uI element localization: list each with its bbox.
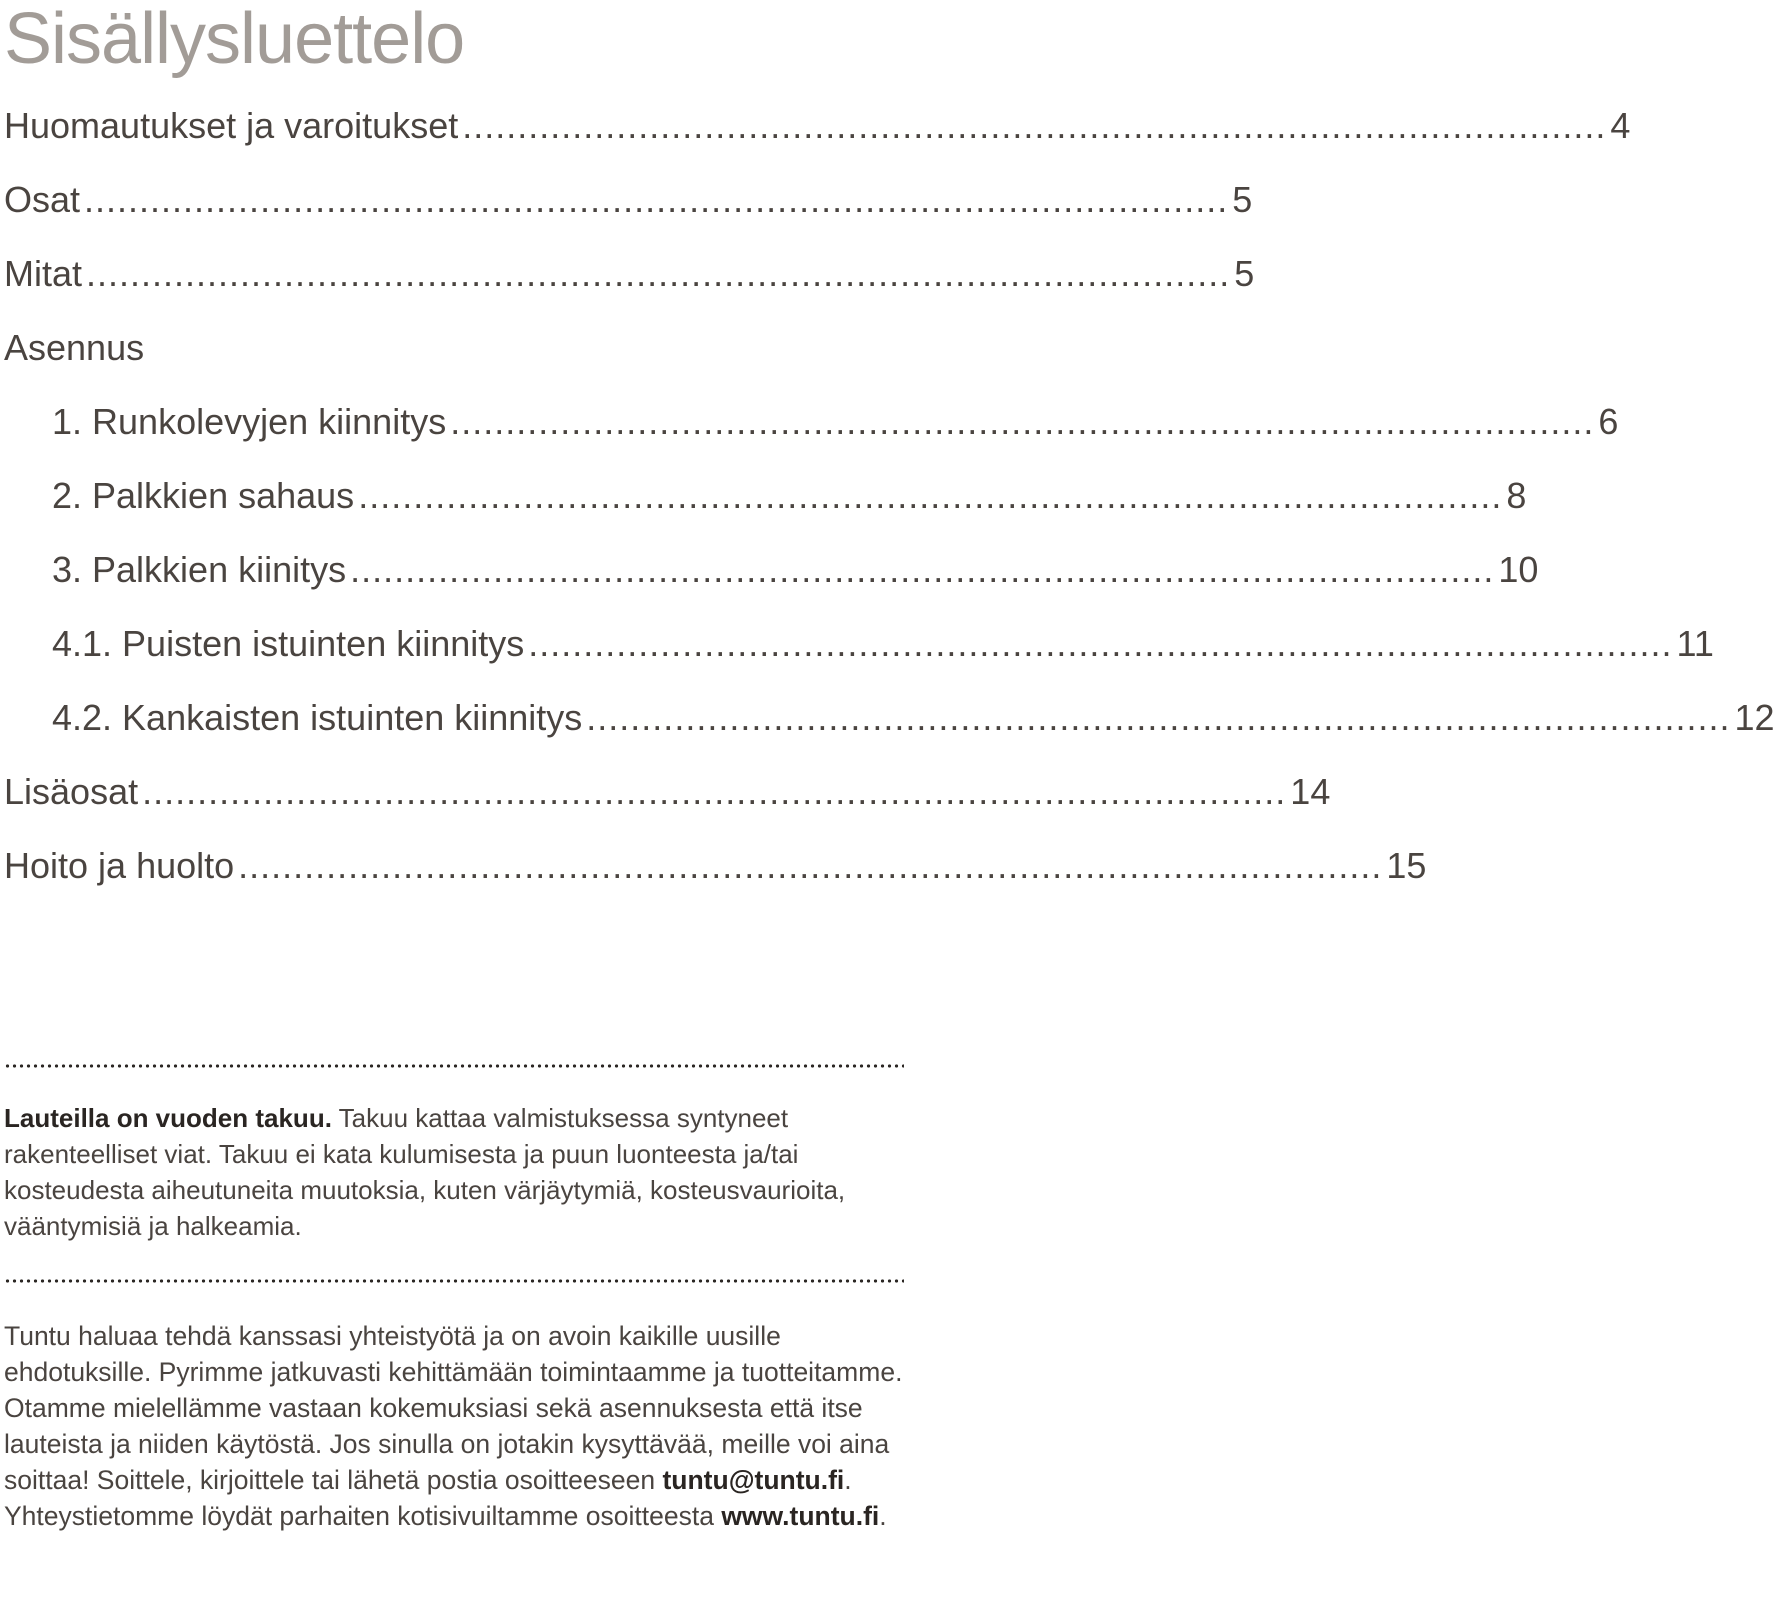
toc-leader-dots: ........................................................................................................	[450, 401, 1595, 442]
toc-entry-label: Mitat	[4, 253, 83, 294]
toc-entry-label: Osat	[4, 179, 81, 220]
toc-entry-page: 5	[1234, 253, 1255, 294]
toc-entry-page: 8	[1506, 475, 1527, 516]
warranty-paragraph	[4, 1100, 924, 1244]
toc-entry-label: 3. Palkkien kiinitys	[52, 549, 347, 590]
toc-entry-page: 6	[1598, 401, 1619, 442]
toc-entry-runkolevyjen[interactable]	[52, 392, 1619, 452]
toc-entry-label: 2. Palkkien sahaus	[52, 475, 355, 516]
toc-entry-osat[interactable]	[4, 170, 1253, 230]
toc-leader-dots: ........................................................................................................	[358, 475, 1503, 516]
toc-entry-page: 15	[1386, 845, 1427, 886]
toc-leader-dots: ........................................................................................................	[238, 845, 1383, 886]
contact-paragraph	[4, 1318, 924, 1534]
toc-entry-label: 1. Runkolevyjen kiinnitys	[52, 401, 447, 442]
toc-entry-label: 4.1. Puisten istuinten kiinnitys	[52, 623, 525, 664]
website-link[interactable]: www.tuntu.fi	[721, 1501, 880, 1531]
toc-entry-hoito-ja-huolto[interactable]	[4, 836, 1427, 896]
toc-entry-puisten-istuinten[interactable]	[52, 614, 1714, 674]
toc-entry-label: Lisäosat	[4, 771, 139, 812]
toc-entry-kankaisten-istuinten[interactable]	[52, 688, 1775, 748]
toc-leader-dots: ........................................................................................................	[84, 179, 1229, 220]
toc-entry-page: 5	[1232, 179, 1253, 220]
toc-entry-lisaosat[interactable]	[4, 762, 1331, 822]
email-link[interactable]: tuntu@tuntu.fi	[662, 1465, 845, 1495]
page-title: Sisällysluettelo	[4, 0, 465, 79]
toc-entry-palkkien-kiinitys[interactable]	[52, 540, 1539, 600]
toc-entry-label: Hoito ja huolto	[4, 845, 235, 886]
contact-text: .	[879, 1501, 887, 1531]
toc-entry-mitat[interactable]	[4, 244, 1255, 304]
toc-entry-label: 4.2. Kankaisten istuinten kiinnitys	[52, 697, 583, 738]
toc-leader-dots: ........................................................................................................	[528, 623, 1673, 664]
toc-entry-page: 14	[1290, 771, 1331, 812]
toc-entry-palkkien-sahaus[interactable]	[52, 466, 1527, 526]
toc-leader-dots: ........................................................................................................	[586, 697, 1731, 738]
toc-leader-dots: ........................................................................................................	[142, 771, 1287, 812]
contact-text: Tuntu haluaa tehdä kanssasi yhteistyötä ja on avoin kaikille uusille ehdotuksille. Pyrimme jatkuvasti kehittämään toimintaamme ja tuotteitamme. Otamme mielellämme vastaan kokemuksiasi sekä asennuksesta että itse lauteista ja niiden käytöstä. Jos sinulla on jotakin kysyttävää, meille voi aina soittaa! Soittele, kirjoittele tai lähetä postia osoitteeseen	[4, 1321, 903, 1495]
contact-text: . Yhteystietomme löydät parhaiten kotisivuiltamme osoitteesta	[4, 1465, 852, 1531]
toc-leader-dots: ........................................................................................................	[86, 253, 1231, 294]
warranty-heading: Lauteilla on vuoden takuu.	[4, 1103, 332, 1133]
toc-section-label: Asennus	[4, 327, 145, 368]
toc-entry-page: 10	[1498, 549, 1539, 590]
dotted-divider	[4, 1278, 904, 1284]
toc-leader-dots: ........................................................................................................	[462, 105, 1607, 146]
toc-entry-page: 12	[1734, 697, 1775, 738]
dotted-divider	[4, 1063, 904, 1069]
toc-entry-page: 4	[1610, 105, 1631, 146]
warranty-text: Takuu kattaa valmistuksessa syntyneet rakenteelliset viat. Takuu ei kata kulumisesta ja puun luonteesta ja/tai kosteudesta aiheutuneita muutoksia, kuten värjäytymiä, kosteusvaurioita, vääntymisiä ja halkeamia.	[4, 1103, 846, 1241]
toc-leader-dots: ........................................................................................................	[350, 549, 1495, 590]
toc-entry-huomautukset[interactable]	[4, 96, 1631, 156]
toc-section-asennus	[4, 318, 938, 378]
toc-entry-label: Huomautukset ja varoitukset	[4, 105, 459, 146]
toc-entry-page: 11	[1676, 623, 1714, 664]
